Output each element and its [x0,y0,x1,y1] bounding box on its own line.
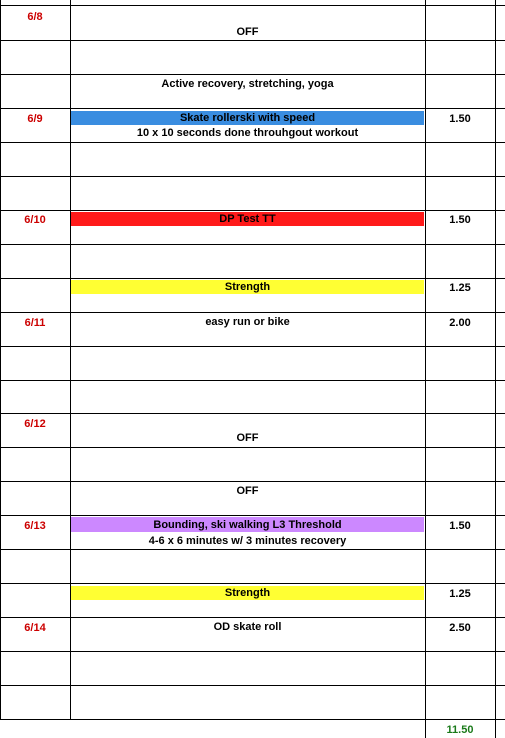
hours-cell: 1.50 [449,214,471,226]
grid-line [0,312,505,313]
grid-line [0,278,505,279]
grid-line [0,380,505,381]
grid-line [0,617,505,618]
grid-line [0,481,505,482]
date-cell: 6/14 [24,622,46,634]
workout-detail-cell: 10 x 10 seconds done throuhgout workout [136,127,359,139]
grid-line [0,5,505,6]
grid-line [0,515,505,516]
grid-line [0,685,505,686]
grid-line [0,74,505,75]
date-cell: 6/10 [24,214,46,226]
date-cell: 6/9 [27,113,43,125]
workout-cell: Active recovery, stretching, yoga [161,78,334,90]
workout-cell: Bounding, ski walking L3 Threshold [153,519,342,531]
hours-cell: 1.50 [449,520,471,532]
grid-line [0,108,505,109]
workout-cell: easy run or bike [205,316,290,328]
workout-cell: OFF [236,432,259,444]
date-cell: 6/13 [24,520,46,532]
hours-cell: 1.25 [449,282,471,294]
hours-cell: 1.50 [449,113,471,125]
grid-line [0,719,505,720]
workout-cell: Strength [224,587,271,599]
date-cell: 6/12 [24,418,46,430]
workout-detail-cell: 4-6 x 6 minutes w/ 3 minutes recovery [148,535,347,547]
grid-line [0,176,505,177]
grid-line [495,0,496,738]
workout-cell: Skate rollerski with speed [179,112,316,124]
workout-cell: OFF [236,26,259,38]
hours-cell: 2.50 [449,622,471,634]
grid-line [0,244,505,245]
workout-cell: DP Test TT [219,213,276,225]
hours-cell: 1.25 [449,588,471,600]
date-cell: 6/11 [24,317,46,329]
grid-line [0,583,505,584]
grid-line [0,413,505,414]
grid-line [0,40,505,41]
grid-line [0,142,505,143]
grid-line [0,346,505,347]
total-hours: 11.50 [446,724,474,736]
grid-line [0,210,505,211]
workout-cell: OFF [236,485,259,497]
date-cell: 6/8 [27,11,43,23]
grid-line [0,651,505,652]
workout-cell: Strength [224,281,271,293]
grid-line [0,447,505,448]
hours-cell: 2.00 [449,317,471,329]
grid-line [0,549,505,550]
workout-cell: OD skate roll [213,621,282,633]
